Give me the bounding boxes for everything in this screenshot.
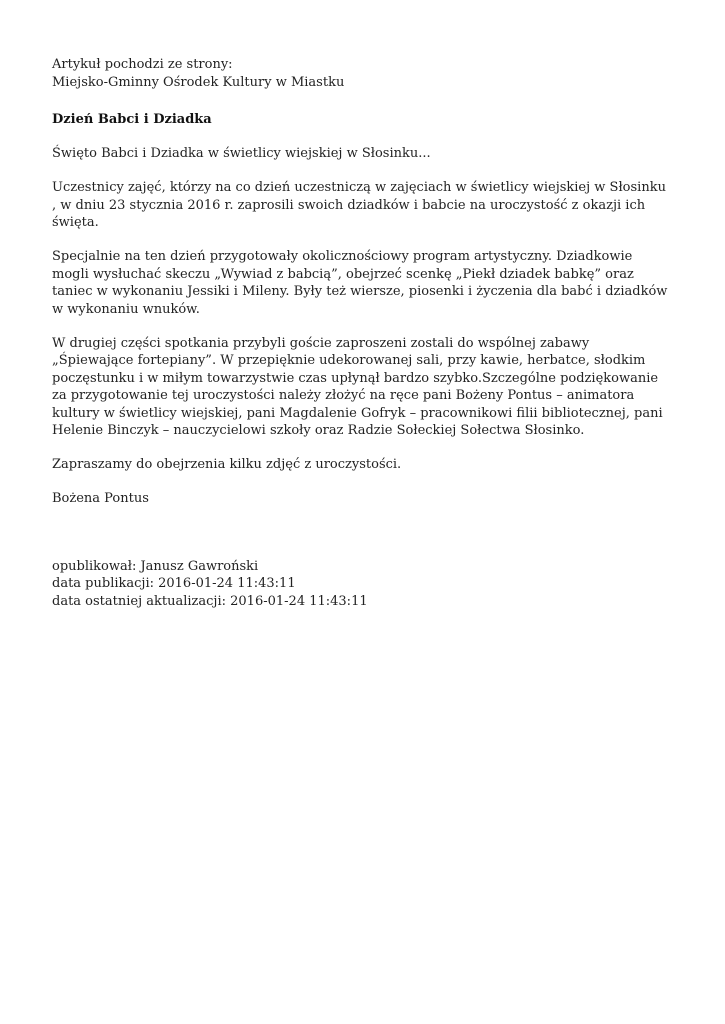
article-paragraph: Uczestnicy zajęć, którzy na co dzień uczestniczą w zajęciach w świetlicy wiejskiej w Słosinku , w dniu 23 stycznia 2016 r. zaprosili swoich dziadków i babcie na uroczystość z okazji ich święta. — [52, 180, 666, 230]
source-site-name: Miejsko-Gminny Ośrodek Kultury w Miastku — [52, 74, 345, 90]
article-author: Bożena Pontus — [52, 491, 149, 506]
article-paragraph: Zapraszamy do obejrzenia kilku zdjęć z uroczystości. — [52, 457, 402, 472]
update-date: data ostatniej aktualizacji: 2016-01-24 11:43:11 — [52, 593, 368, 609]
document-page — [52, 56, 672, 610]
article-paragraph: Specjalnie na ten dzień przygotowały okolicznościowy program artystyczny. Dziadkowie mogli wysłuchać skeczu „Wywiad z babcią”, obejrzeć scenkę „Piekł dziadek babkę” oraz taniec w wykonaniu Jessiki i Mileny. Były też wiersze, piosenki i życzenia dla babć i dziadków w wykonaniu wnuków. — [52, 249, 668, 317]
published-by: opublikował: Janusz Gawroński — [52, 558, 259, 574]
source-label: Artykuł pochodzi ze strony: — [52, 57, 233, 72]
publish-date: data publikacji: 2016-01-24 11:43:11 — [52, 576, 296, 591]
article-paragraph: W drugiej części spotkania przybyli goście zaproszeni zostali do wspólnej zabawy „Śpiewające fortepiany”. W przepięknie udekorowanej sali, przy kawie, herbatce, słodkim poczęstunku i w miłym towarzystwie czas upłynął bardzo szybko.Szczególne podziękowanie za przygotowanie tej uroczystości należy złożyć na ręce pani Bożeny Pontus – animatora kultury w świetlicy wiejskiej, pani Magdalenie Gofryk – pracownikowi filii bibliotecznej, pani Helenie Binczyk – nauczycielowi szkoły oraz Radzie Sołeckiej Sołectwa Słosinko. — [52, 335, 663, 438]
article-title: Dzień Babci i Dziadka — [52, 112, 212, 127]
article-paragraph: Święto Babci i Dziadka w świetlicy wiejskiej w Słosinku... — [52, 146, 431, 161]
